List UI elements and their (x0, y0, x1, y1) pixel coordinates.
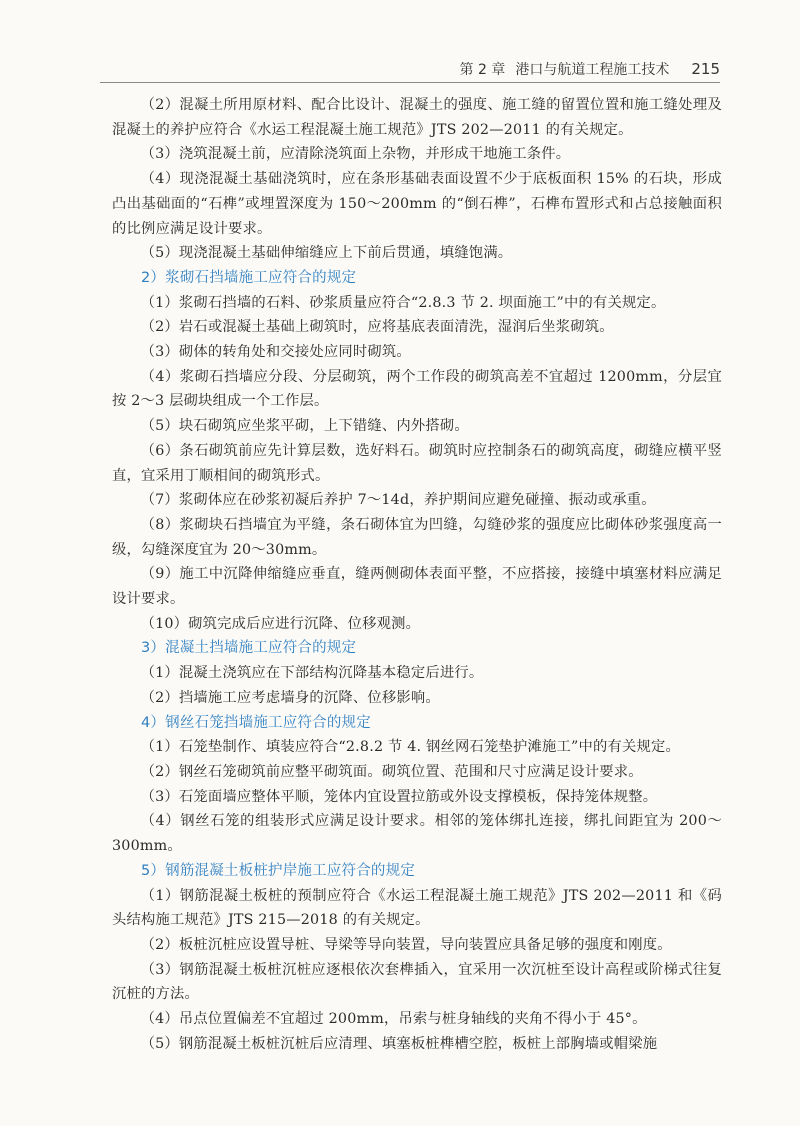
header-rule (100, 82, 720, 83)
body-text (112, 93, 722, 1056)
paragraph: （3）砌体的转角处和交接处应同时砌筑。 (140, 344, 411, 361)
paragraph: （4）吊点位置偏差不宜超过 200mm，吊索与桩身轴线的夹角不得小于 45°。 (140, 1011, 647, 1028)
paragraph: （3）浇筑混凝土前，应清除浇筑面上杂物，并形成干地施工条件。 (140, 146, 571, 163)
paragraph: （1）石笼垫制作、填装应符合“2.8.2 节 4. 钢丝网石笼垫护滩施工”中的有关规定。 (140, 739, 680, 756)
paragraph: （7）浆砌体应在砂浆初凝后养护 7～14d，养护期间应避免碰撞、振动或承重。 (140, 492, 656, 509)
paragraph: （4）钢丝石笼的组装形式应满足设计要求。相邻的笼体绑扎连接，绑扎间距宜为 200～300mm。 (112, 813, 722, 855)
paragraph: （1）混凝土浇筑应在下部结构沉降基本稳定后进行。 (140, 665, 484, 682)
paragraph: （4）浆砌石挡墙应分段、分层砌筑，两个工作段的砌筑高差不宜超过 1200mm，分层宜按 2～3 层砌块组成一个工作层。 (112, 368, 722, 410)
paragraph: （5）钢筋混凝土板桩沉桩后应清理、填塞板桩榫槽空腔，板桩上部胸墙或帽梁施 (140, 1035, 658, 1052)
paragraph: （9）施工中沉降伸缩缝应垂直，缝两侧砌体表面平整，不应搭接，接缝中填塞材料应满足设计要求。 (112, 566, 722, 608)
section-heading: 4）钢丝石笼挡墙施工应符合的规定 (141, 714, 371, 731)
page-number: 215 (691, 60, 720, 78)
paragraph: （1）钢筋混凝土板桩的预制应符合《水运工程混凝土施工规范》JTS 202—2011 和《码头结构施工规范》JTS 215—2018 的有关规定。 (112, 887, 722, 929)
section-heading: 5）钢筋混凝土板桩护岸施工应符合的规定 (141, 862, 416, 879)
running-header (100, 58, 720, 80)
paragraph: （2）钢丝石笼砌筑前应整平砌筑面。砌筑位置、范围和尺寸应满足设计要求。 (140, 763, 643, 780)
paragraph: （1）浆砌石挡墙的石料、砂浆质量应符合“2.8.3 节 2. 坝面施工”中的有关规定。 (140, 294, 666, 311)
paragraph: （2）挡墙施工应考虑墙身的沉降、位移影响。 (140, 689, 440, 706)
paragraph: （5）现浇混凝土基础伸缩缝应上下前后贯通，填缝饱满。 (140, 245, 513, 262)
paragraph: （3）钢筋混凝土板桩沉桩应逐根依次套榫插入，宜采用一次沉桩至设计高程或阶梯式往复沉桩的方法。 (112, 961, 722, 1003)
paragraph: （5）块石砌筑应坐浆平砌，上下错缝、内外搭砌。 (140, 418, 469, 435)
paragraph: （2）板桩沉桩应设置导桩、导梁等导向装置，导向装置应具备足够的强度和刚度。 (140, 936, 672, 953)
section-heading: 3）混凝土挡墙施工应符合的规定 (141, 640, 357, 657)
chapter-title: 港口与航道工程施工技术 (515, 62, 670, 78)
section-heading: 2）浆砌石挡墙施工应符合的规定 (141, 269, 357, 286)
paragraph: （2）混凝土所用原材料、配合比设计、混凝土的强度、施工缝的留置位置和施工缝处理及混凝土的养护应符合《水运工程混凝土施工规范》JTS 202—2011 的有关规定。 (112, 97, 722, 138)
paragraph: （8）浆砌块石挡墙宜为平缝，条石砌体宜为凹缝，勾缝砂浆的强度应比砌体砂浆强度高一级，勾缝深度宜为 20～30mm。 (112, 516, 722, 558)
paragraph: （3）石笼面墙应整体平顺，笼体内宜设置拉筋或外设支撑模板，保持笼体规整。 (140, 788, 658, 805)
paragraph: （4）现浇混凝土基础浇筑时，应在条形基础表面设置不少于底板面积 15% 的石块，形成凸出基础面的“石榫”或埋置深度为 150～200mm 的“倒石榫”，石榫布置形式和占总接触面积的比例应满足设计要求。 (112, 171, 722, 237)
chapter-number: 第 2 章 (459, 62, 506, 78)
paragraph: （2）岩石或混凝土基础上砌筑时，应将基底表面清洗，湿润后坐浆砌筑。 (140, 319, 614, 336)
paragraph: （10）砌筑完成后应进行沉降、位移观测。 (140, 615, 421, 632)
paragraph: （6）条石砌筑前应先计算层数，选好料石。砌筑时应控制条石的砌筑高度，砌缝应横平竖直，宜采用丁顺相间的砌筑形式。 (112, 442, 722, 484)
